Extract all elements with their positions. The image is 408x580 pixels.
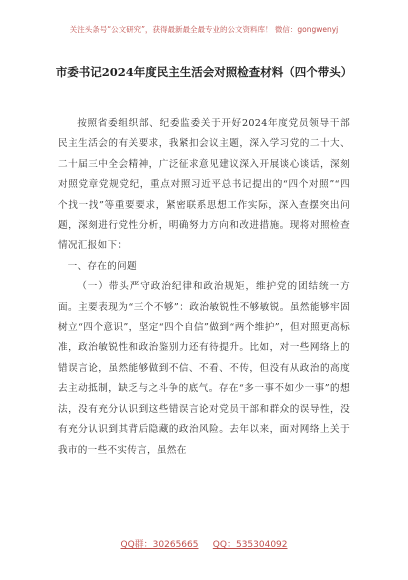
intro-paragraph: 按照省委组织部、纪委监委关于开好2024年度党员领导干部民主生活会的有关要求，我紧扣会议主题，深入学习党的二十大、二十届三中全会精神，广泛征求意见建议深入开展谈心谈话，深刻对照党章党规党纪，重点对照习近平总书记提出的“四个对照”“四个找一找”等重要要求，紧密联系思想工作实际，深入查摆突出问题，深刻进行党性分析，明确努力方向和改进措施。现将对照检查情况汇报如下： xyxy=(58,118,350,252)
document-body xyxy=(58,114,350,461)
footer-qq-number: QQ：535304092 xyxy=(212,540,288,550)
section-heading: 一、存在的问题 xyxy=(67,260,137,272)
document-title: 市委书记2024年度民主生活会对照检查材料（四个带头） xyxy=(55,65,353,79)
footer-qq-group: QQ群：30265665 xyxy=(120,540,199,550)
footer-contact xyxy=(0,537,408,550)
header-promo-note: 关注头条号“公文研究”，获得最新最全最专业的公文资料库！ 微信：gongwenyj xyxy=(69,25,339,34)
body-paragraph: （一）带头严守政治纪律和政治规矩，维护党的团结统一方面。主要表现为“三个不够”：政治敏锐性不够敏锐。虽然能够牢固树立“四个意识”，坚定“四个自信”做到“两个维护”，但对照更高标准，政治敏锐性和政治鉴别力还有待提升。比如，对一些网络上的错误言论，虽然能够做到不信、不看、不传，但没有从政治的高度去主动抵制，缺乏与之斗争的底气。存在“多一事不如少一事”的想法，没有充分认识到这些错误言论对党员干部和群众的误导性，没有充分认识到其背后隐藏的政治风险。去年以来，面对网络上关于我市的一些不实传言，虽然在 xyxy=(58,281,350,456)
